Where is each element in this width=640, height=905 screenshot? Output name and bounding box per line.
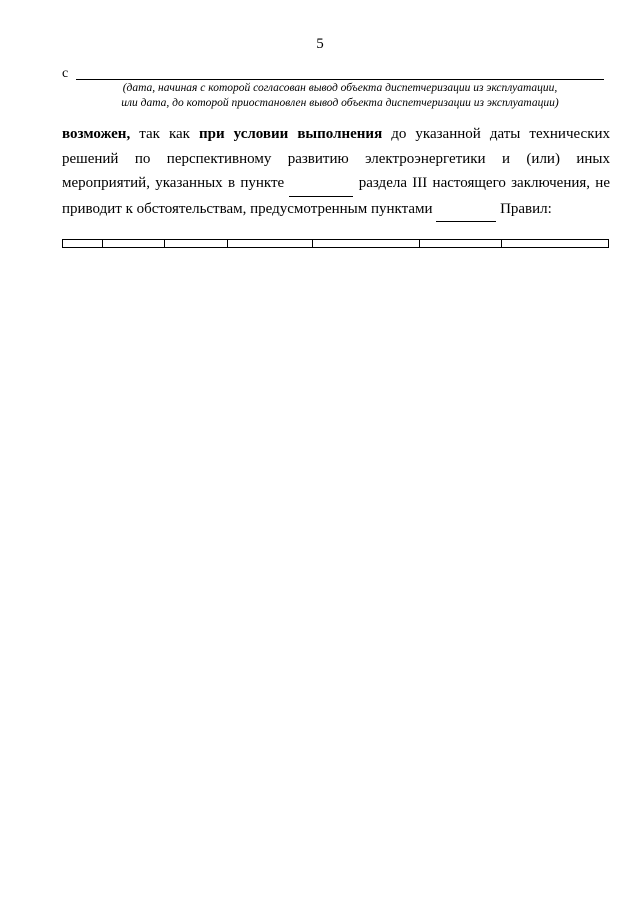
items-blank[interactable] [436, 197, 496, 223]
condition-phrase: при условии выполнения [199, 126, 383, 142]
table-row [63, 240, 609, 248]
date-underline [76, 79, 604, 80]
since-prefix: с [62, 66, 69, 81]
col-assessment [228, 240, 313, 248]
col-name [103, 240, 165, 248]
conditions-table [62, 239, 609, 248]
col-summary [165, 240, 228, 248]
text-since: так как [130, 126, 199, 142]
col-conditions [502, 240, 609, 248]
date-note-line-2: или дата, до которой приостановлен вывод объекта диспетчеризации из эксплуатации) [121, 97, 559, 109]
text-rules: Правил: [496, 200, 552, 217]
text-main: до указанной даты технических решений по перспективному развитию электроэнергетики и (или) иных мероприятий, указанных в пункте [62, 126, 611, 191]
page-number: 5 [316, 36, 324, 52]
col-circumstances [313, 240, 420, 248]
item-blank[interactable] [289, 171, 353, 197]
col-rule-items [420, 240, 502, 248]
col-number [63, 240, 103, 248]
word-possible: возможен, [62, 126, 131, 142]
text-section: раздела III настоящего заключения, не приводит к обстоятельствам, предусмотренным пунктами [62, 175, 610, 217]
conclusion-paragraph [62, 122, 610, 222]
date-note-line-1: (дата, начиная с которой согласован вывод объекта диспетчеризации из эксплуатации, [122, 82, 558, 94]
